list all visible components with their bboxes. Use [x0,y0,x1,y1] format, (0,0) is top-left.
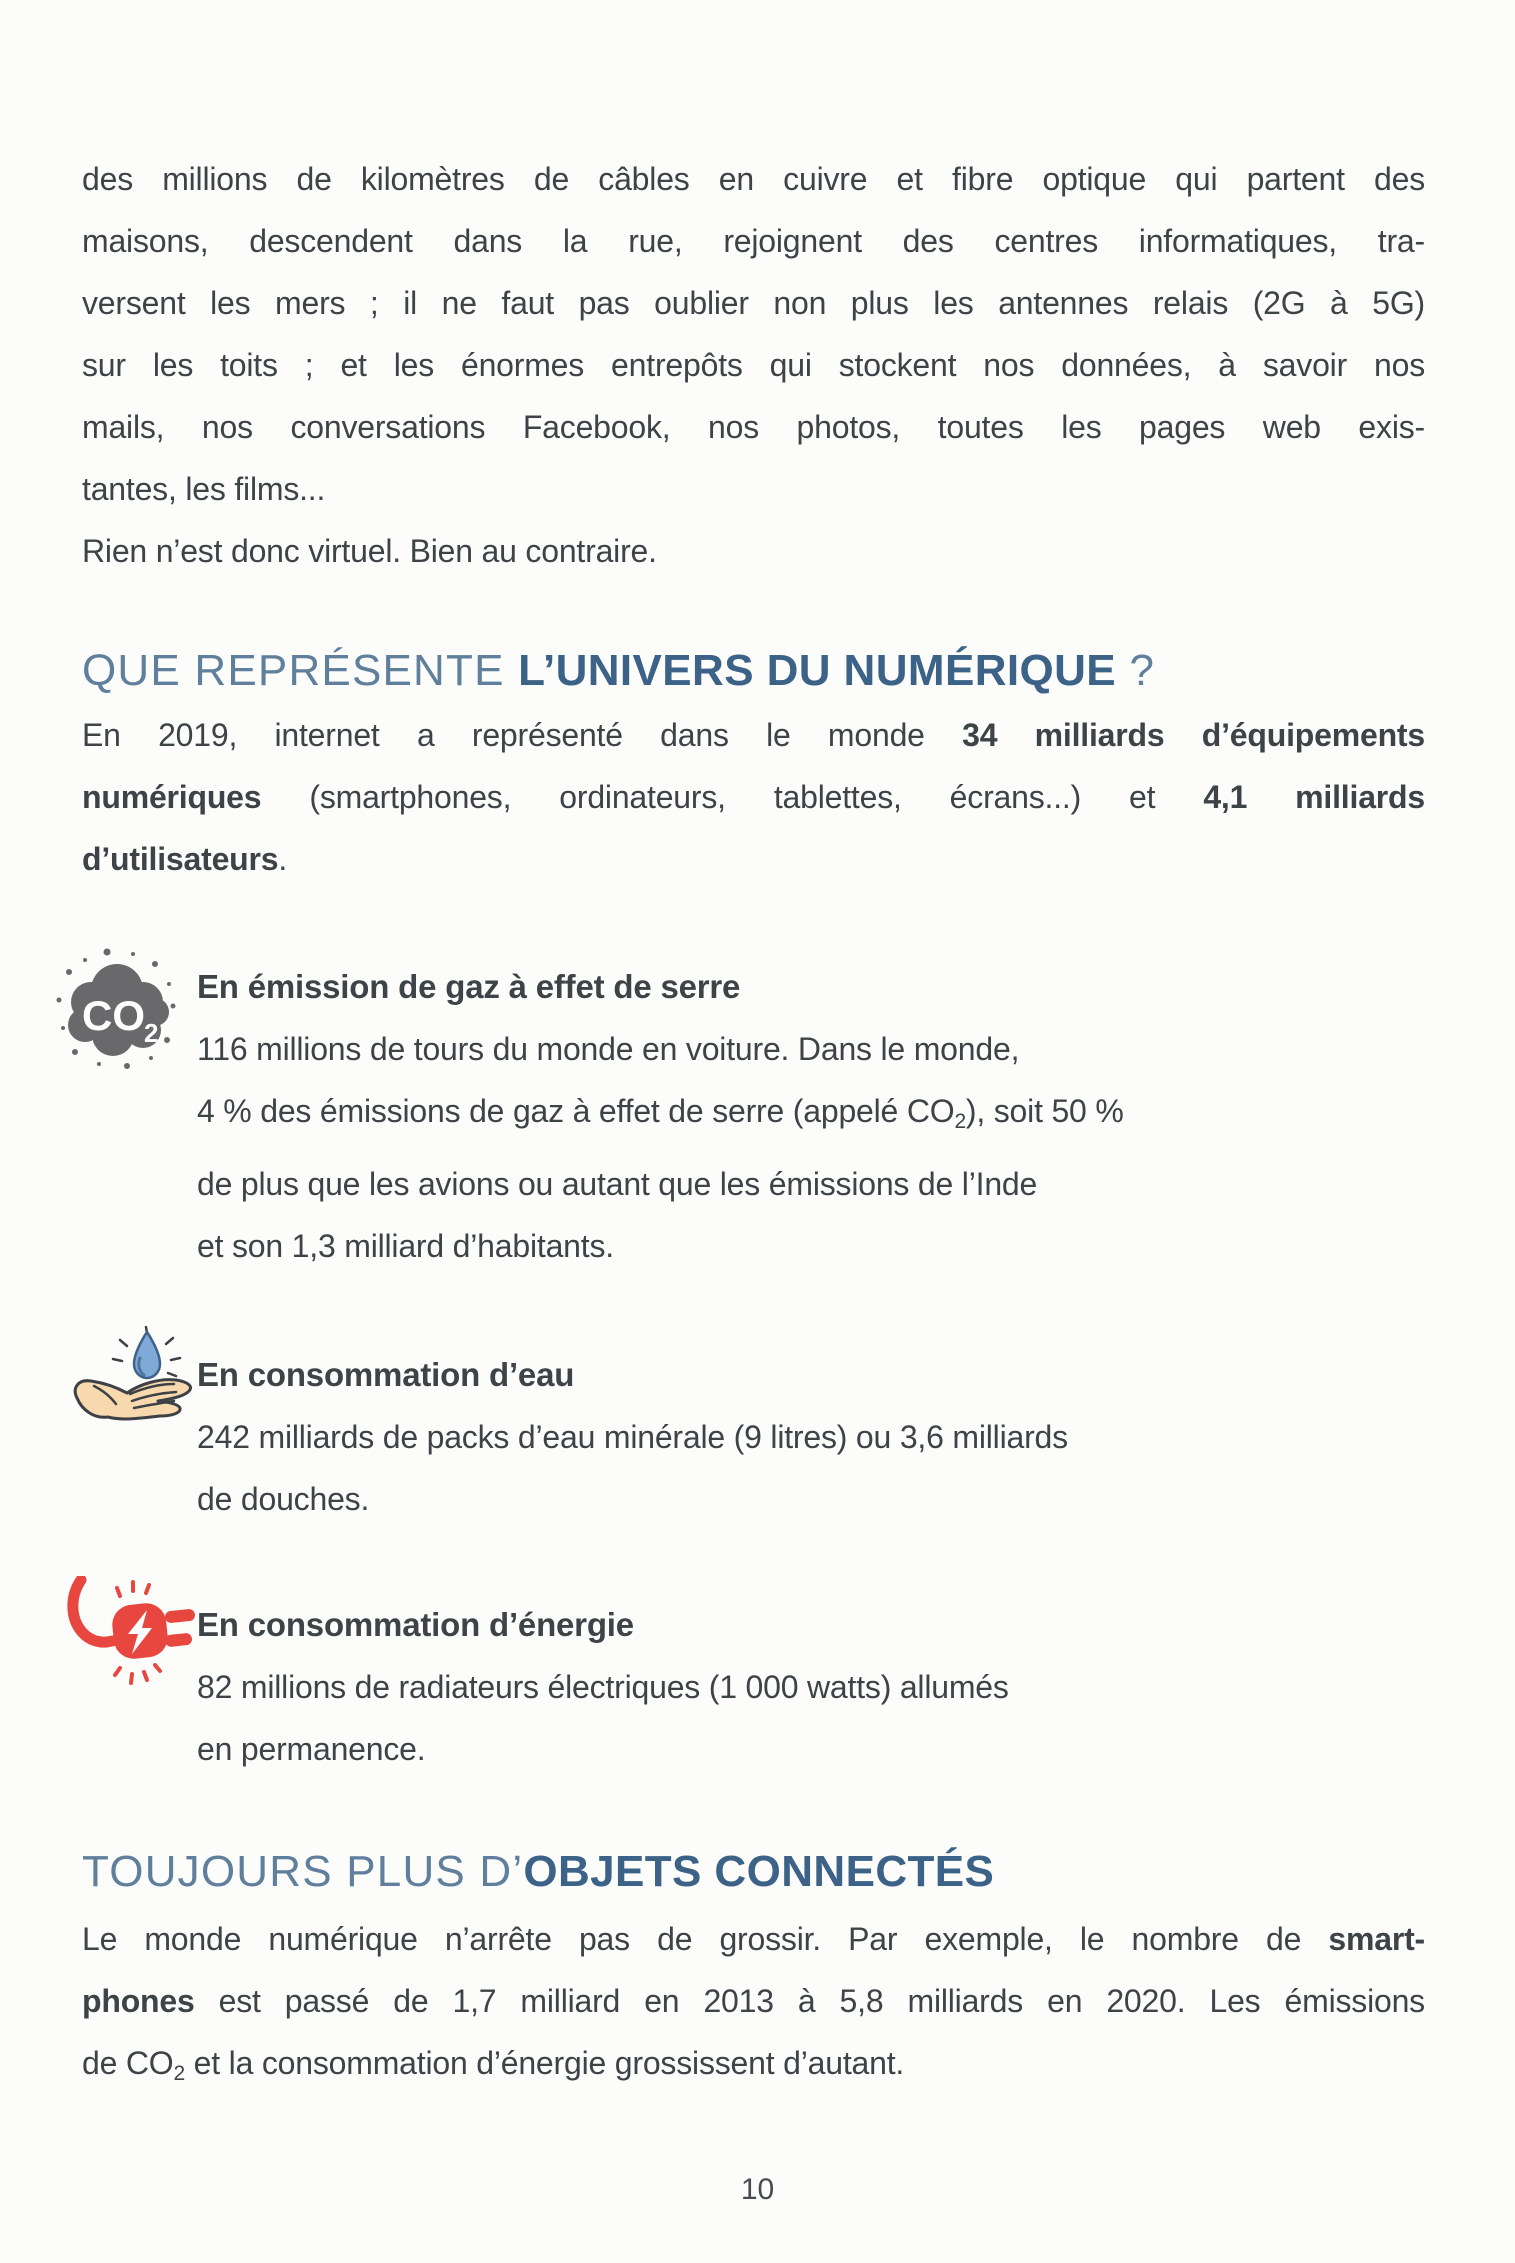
text-line: tantes, les films... [82,471,326,507]
heading-light-text: TOUJOURS PLUS D’ [82,1847,524,1896]
text-line: des millions de kilomètres de câbles en cuivre et fibre optique qui partent des [82,161,1425,197]
fact-title: En émission de gaz à effet de serre [197,968,741,1005]
text-line: Le monde numérique n’arrête pas de grossir. Par exemple, le nombre de smart- [82,1921,1425,1957]
fact-text [197,1344,1425,1530]
text-line: sur les toits ; et les énormes entrepôts qui stockent nos données, à savoir nos [82,347,1425,383]
power-plug-icon [82,1594,197,1780]
univers-paragraph [82,704,1425,890]
text-line: 242 milliards de packs d’eau minérale (9 litres) ou 3,6 milliards [197,1419,1068,1455]
text-line: Rien n’est donc virtuel. Bien au contraire. [82,533,657,569]
page-content [82,0,1425,2105]
text-line: en permanence. [197,1731,426,1767]
co2-cloud-icon [82,956,197,1277]
text-line: 116 millions de tours du monde en voiture. Dans le monde, [197,1031,1020,1067]
text-line: de $CO_2$ et la consommation d’énergie grossissent d’autant. [82,2045,905,2085]
page-number: 10 [740,2173,775,2206]
text-line: maisons, descendent dans la rue, rejoignent des centres informatiques, tra- [82,223,1425,259]
heading-light-text: QUE REPRÉSENTE [82,646,519,695]
section-heading-univers [82,643,1425,699]
co2-icon-label-sub: 2 [144,1018,159,1048]
fact-title: En consommation d’eau [197,1356,575,1393]
text-line: 4 % des émissions de gaz à effet de serre (appelé $CO_2$), soit 50 % [197,1093,1124,1133]
objets-paragraph [82,1908,1425,2105]
text-line: d’utilisateurs. [82,841,288,877]
text-line: En 2019, internet a représenté dans le monde 34 milliards d’équipements [82,717,1425,753]
heading-bold-text: L’UNIVERS DU NUMÉRIQUE [518,646,1117,695]
heading-bold-text: OBJETS CONNECTÉS [523,1847,995,1896]
fact-co2-emissions [82,956,1425,1277]
heading-suffix: ? [1116,646,1156,695]
water-drop-hand-icon [82,1344,197,1530]
text-line: numériques (smartphones, ordinateurs, tablettes, écrans...) et 4,1 milliards [82,779,1425,815]
text-line: de douches. [197,1481,370,1517]
text-line: et son 1,3 milliard d’habitants. [197,1228,614,1264]
fact-title: En consommation d’énergie [197,1606,634,1643]
fact-consommation-eau [82,1344,1425,1530]
text-line: mails, nos conversations Facebook, nos photos, toutes les pages web exis- [82,409,1425,445]
section-heading-objets [82,1844,1425,1900]
text-line: phones est passé de 1,7 milliard en 2013 à 5,8 milliards en 2020. Les émissions [82,1983,1425,2019]
intro-paragraph [82,148,1425,582]
text-line: de plus que les avions ou autant que les émissions de l’Inde [197,1166,1038,1202]
fact-text [197,1594,1425,1780]
fact-consommation-energie [82,1594,1425,1780]
co2-icon-label: CO [82,992,145,1039]
fact-text [197,956,1425,1277]
text-line: versent les mers ; il ne faut pas oublier non plus les antennes relais (2G à 5G) [82,285,1425,321]
text-line: 82 millions de radiateurs électriques (1 000 watts) allumés [197,1669,1009,1705]
